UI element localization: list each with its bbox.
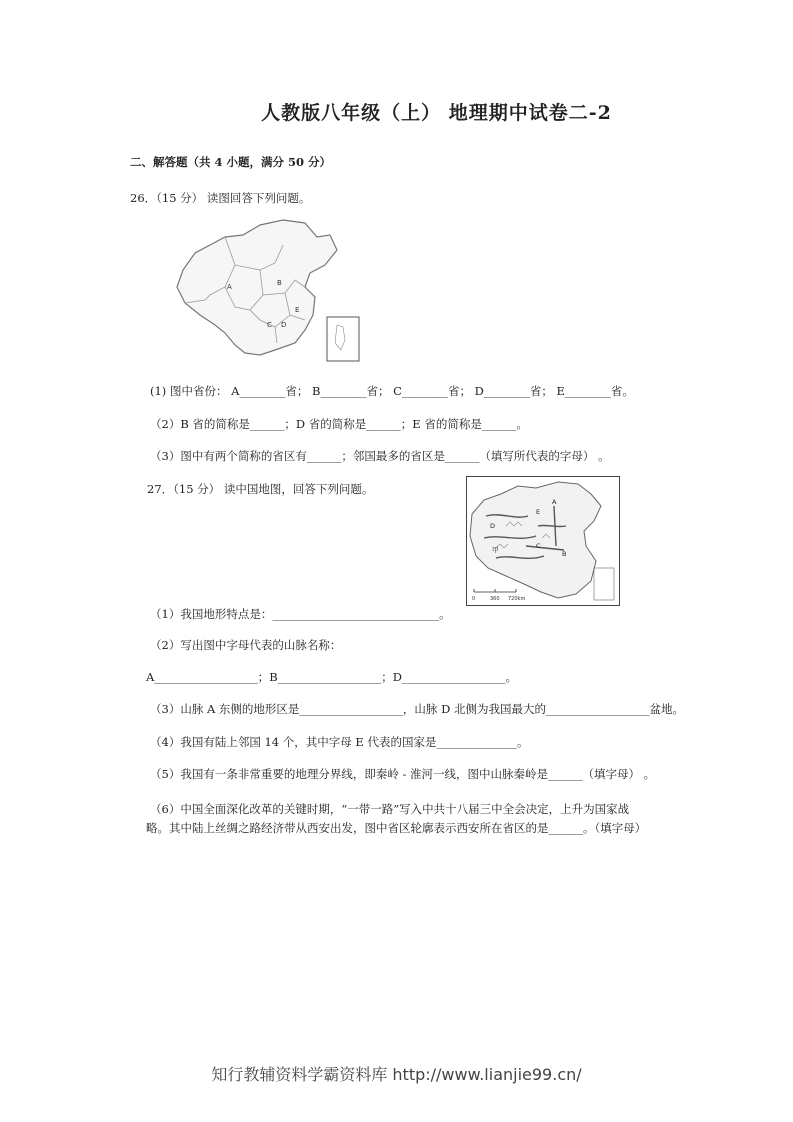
q27-sub2: （2）写出图中字母代表的山脉名称： <box>150 638 342 652</box>
china-terrain-map <box>466 476 620 606</box>
q27-sub6-line1: （6）中国全面深化改革的关键时期，“一带一路”写入中共十八届三中全会决定，上升为国家战 <box>150 802 630 816</box>
china-province-map <box>165 215 365 365</box>
map1-label-c: C <box>267 321 272 329</box>
map2-label-c: C <box>536 542 541 550</box>
q27-sub6-line2: 略。其中陆上丝绸之路经济带从西安出发，图中省区轮廓表示西安所在省区的是______。（填字母） <box>146 821 647 835</box>
scale-zero: 0 <box>472 596 476 602</box>
map1-label-d: D <box>281 321 287 329</box>
section-heading: 二、解答题（共 4 小题，满分 50 分） <box>130 155 332 169</box>
q27-sub4: （4）我国有陆上邻国 14 个，其中字母 E 代表的国家是______________。 <box>150 735 529 749</box>
map1-label-e: E <box>295 306 300 314</box>
map2-label-a: A <box>552 498 557 506</box>
q26-sub2: （2）B 省的简称是______；D 省的简称是______；E 省的简称是______。 <box>150 417 528 431</box>
map1-label-b: B <box>277 279 282 287</box>
footer-watermark: 知行教辅资料学霸资料库 http://www.lianjie99.cn/ <box>211 1065 582 1084</box>
map1-label-a: A <box>227 283 232 291</box>
page-title: 人教版八年级（上） 地理期中试卷二-2 <box>261 102 612 124</box>
map2-label-b: B <box>562 550 567 558</box>
scale-end: 720km <box>508 596 526 602</box>
q27-sub1: （1）我国地形特点是：_____________________________。 <box>150 607 451 621</box>
q26-stem: 26．（15 分） 读图回答下列问题。 <box>130 191 311 205</box>
q27-sub5: （5）我国有一条非常重要的地理分界线，即秦岭 - 淮河一线，图中山脉秦岭是______（填字母） 。 <box>150 767 656 781</box>
q27-sub2-blanks: A__________________；B__________________；D__________________。 <box>146 670 517 684</box>
map2-label-d: D <box>490 522 496 530</box>
q27-stem: 27．（15 分） 读中国地图，回答下列问题。 <box>147 482 374 496</box>
q26-sub1: (1) 图中省份： A________省； B________省； C________省； D________省； E________省。 <box>150 384 634 398</box>
scale-mid: 360 <box>490 596 500 602</box>
q26-sub3: （3）图中有两个简称的省区有______；邻国最多的省区是______（填写所代表的字母） 。 <box>150 449 610 463</box>
q27-sub3: （3）山脉 A 东侧的地形区是__________________，山脉 D 北侧为我国最大的__________________盆地。 <box>150 702 684 716</box>
map2-label-jia: 甲 <box>492 546 499 554</box>
map2-label-e: E <box>536 508 541 516</box>
